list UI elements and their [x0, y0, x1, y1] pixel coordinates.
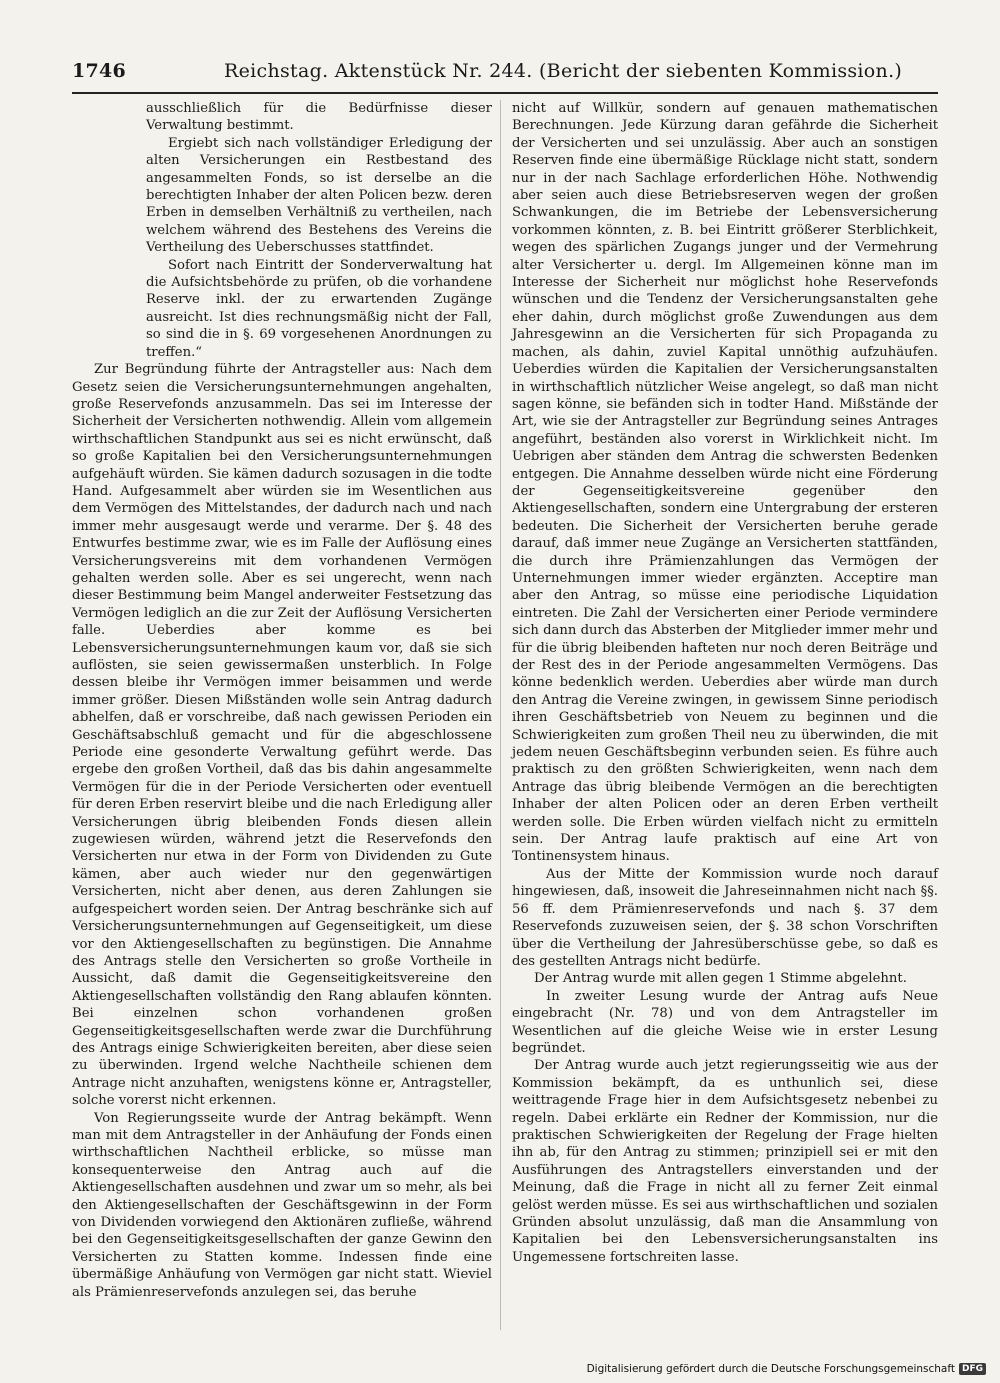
left-column — [72, 100, 492, 1301]
paragraph: Zur Begründung führte der Antragsteller aus: Nach dem Gesetz seien die Versicherungsunternehmungen angehalten, große Reservefonds anzusammeln. Das sei im Interesse der Sicherheit der Versicherten nothwendig. Allein vom allgemein wirthschaftlichen Standpunkt aus sei es nicht erwünscht, daß so große Kapitalien bei den Versicherungsunternehmungen aufgehäuft würden. Sie kämen dadurch sozusagen in die todte Hand. Aufgesammelt aber würden sie im Wesentlichen aus dem Vermögen des Mittelstandes, der dadurch nach und nach immer mehr ausgesaugt werde und verarme. Der §. 48 des Entwurfes bestimme zwar, wie es im Falle der Auflösung eines Versicherungsvereins mit dem vorhandenen Vermögen gehalten werden solle. Aber es sei ungerecht, wenn nach dieser Bestimmung beim Mangel anderweiter Festsetzung das Vermögen lediglich an die zur Zeit der Auflösung Versicherten falle. Ueberdies aber komme es bei Lebensversicherungsunternehmungen kaum vor, daß sie sich auflösten, sie seien gewissermaßen unsterblich. In Folge dessen bleibe ihr Vermögen immer beisammen und werde immer größer. Diesen Mißständen wolle sein Antrag dadurch abhelfen, daß er vorschreibe, daß nach gewissen Perioden ein Geschäftsabschluß gemacht und für die abgeschlossene Periode eine gesonderte Verwaltung geführt werde. Das ergebe den großen Vortheil, daß das bis dahin angesammelte Vermögen für die in der Periode Versicherten oder eventuell für deren Erben reservirt bleibe und die nach Erledigung aller Versicherungen übrig bleibenden Fonds diesen allein zugewiesen würden, während jetzt die Reservefonds den Versicherten nur etwa in der Form von Dividenden zu Gute kämen, aber auch wieder nur den gegenwärtigen Versicherten, nicht aber denen, aus deren Zahlungen sie aufgespeichert worden seien. Der Antrag beschränke sich auf Versicherungsunternehmungen auf Gegenseitigkeit, um diese vor den Aktiengesellschaften zu begünstigen. Die Annahme des Antrags stelle den Versicherten so große Vortheile in Aussicht, daß damit die Gegenseitigkeitsvereine den Aktiengesellschaften vollständig den Rang ablaufen könnten. Bei einzelnen schon vorhandenen großen Gegenseitigkeitsgesellschaften werde zwar die Durchführung des Antrags einige Schwierigkeiten bereiten, aber diese seien zu überwinden. Irgend welche Nachtheile schienen dem Antrage nicht anzuhaften, wenigstens könne er, Antragsteller, solche vorerst nicht erkennen. — [72, 362, 492, 1109]
page-header — [72, 58, 938, 88]
credit-text: Digitalisierung gefördert durch die Deutsche Forschungsgemeinschaft — [586, 1363, 955, 1375]
paragraph: Aus der Mitte der Kommission wurde noch darauf hingewiesen, daß, insoweit die Jahreseinnahmen nicht nach §§. 56 ff. dem Prämienreservefonds und nach §. 37 dem Reservefonds zuzuweisen seien, der §. 38 schon Vorschriften über die Vertheilung der Jahresüberschüsse gebe, so daß es des gestellten Antrags nicht bedürfe. — [512, 866, 938, 969]
page-number: 1746 — [72, 60, 127, 82]
right-column — [512, 100, 938, 1266]
digitization-credit — [587, 1363, 986, 1375]
paragraph: Der Antrag wurde auch jetzt regierungsseitig wie aus der Kommission bekämpft, da es unthunlich sei, diese weittragende Frage hier in dem Aufsichtsgesetz nebenbei zu regeln. Dabei erklärte ein Redner der Kommission, nur die praktischen Schwierigkeiten der Regelung der Frage hielten ihn ab, für den Antrag zu stimmen; prinzipiell sei er mit den Ausführungen des Antragstellers einverstanden und der Meinung, daß die Frage in nicht all zu ferner Zeit einmal gelöst werden müsse. Es sei aus wirthschaftlichen und sozialen Gründen absolut unzulässig, daß man die Ansammlung von Kapitalien bei den Lebensversicherungsanstalten ins Ungemessene fortschreiten lasse. — [512, 1058, 938, 1265]
paragraph: Der Antrag wurde mit allen gegen 1 Stimme abgelehnt. — [534, 971, 907, 987]
header-rule — [72, 92, 938, 94]
running-title: Reichstag. Aktenstück Nr. 244. (Bericht der siebenten Kommission.) — [224, 60, 903, 82]
paragraph: ausschließlich für die Bedürfnisse dieser Verwaltung bestimmt. — [146, 101, 492, 134]
paragraph: Sofort nach Eintritt der Sonderverwaltung hat die Aufsichtsbehörde zu prüfen, ob die vorhandene Reserve inkl. der zu erwartenden Zugänge ausreicht. Ist dies rechnungsmäßig nicht der Fall, so sind die in §. 69 vorgesehenen Anordnungen zu treffen.“ — [146, 257, 492, 360]
paragraph: Ergiebt sich nach vollständiger Erledigung der alten Versicherungen ein Restbestand des angesammelten Fonds, so ist derselbe an die berechtigten Inhaber der alten Policen bezw. deren Erben in demselben Verhältniß zu vertheilen, nach welchem während des Bestehens des Vereins die Vertheilung des Ueberschusses stattfindet. — [146, 135, 492, 256]
paragraph: nicht auf Willkür, sondern auf genauen mathematischen Berechnungen. Jede Kürzung daran gefährde die Sicherheit der Versicherten und sei unzulässig. Aber auch an sonstigen Reserven finde eine übermäßige Rücklage nicht statt, sondern nur in der nach Sachlage erforderlichen Höhe. Nothwendig aber seien auch diese Betriebsreserven wegen der großen Schwankungen, die im Betriebe der Lebensversicherung vorkommen könnten, z. B. bei Eintritt größerer Sterblichkeit, wegen des spärlichen Zugangs junger und der Vermehrung alter Versicherter u. dergl. Im Allgemeinen könne man im Interesse der Sicherheit nur möglichst hohe Reservefonds wünschen und die Tendenz der Versicherungsanstalten gehe eher dahin, durch möglichst große Zuwendungen aus dem Jahresgewinn an die Versicherten für sich Propaganda zu machen, als dahin, zuviel Kapital unnöthig aufzuhäufen. Ueberdies würden die Kapitalien der Versicherungsanstalten in wirthschaftlich nützlicher Weise angelegt, so daß man nicht sagen könne, sie befänden sich in todter Hand. Mißstände der Art, wie sie der Antragsteller zur Begründung seines Antrages angeführt, beständen also vorerst in Wirklichkeit nicht. Im Uebrigen aber ständen dem Antrag die schwersten Bedenken entgegen. Die Annahme desselben würde nicht eine Förderung der Gegenseitigkeitsvereine gegenüber den Aktiengesellschaften, sondern eine Untergrabung der ersteren bedeuten. Die Sicherheit der Versicherten beruhe gerade darauf, daß immer neue Zugänge an Versicherten stattfänden, die durch ihre Prämienzahlungen das Vermögen der Unternehmungen immer wieder ergänzten. Acceptire man aber den Antrag, so müsse eine periodische Liquidation eintreten. Die Zahl der Versicherten einer Periode vermindere sich dann durch das Absterben der Mitglieder immer mehr und für die übrig bleibenden hafteten nur noch deren Beiträge und der Rest des in der Periode angesammelten Vermögens. Das könne bedenklich werden. Ueberdies aber würde man durch den Antrag die Vereine zwingen, in gewissem Sinne periodisch ihren Geschäftsbetrieb von Neuem zu beginnen und die Schwierigkeiten zum großen Theil neu zu überwinden, die mit jedem neuen Geschäftsbeginn verbunden seien. Es führe auch praktisch zu den größten Schwierigkeiten, wenn nach dem Antrage das übrig bleibende Vermögen an die berechtigten Inhaber der alten Policen oder an deren Erben vertheilt werden solle. Die Erben würden vielfach nicht zu ermitteln sein. Der Antrag laufe praktisch auf eine Art von Tontinensystem hinaus. — [512, 101, 938, 865]
paragraph: In zweiter Lesung wurde der Antrag aufs Neue eingebracht (Nr. 78) und von dem Antragsteller im Wesentlichen auf die gleiche Weise wie in erster Lesung begründet. — [512, 988, 938, 1056]
paragraph: Von Regierungsseite wurde der Antrag bekämpft. Wenn man mit dem Antragsteller in der Anhäufung der Fonds einen wirthschaftlichen Nachtheil erblicke, so müsse man konsequenterweise den Antrag auch auf die Aktiengesellschaften ausdehnen und zwar um so mehr, als bei den Aktiengesellschaften der Geschäftsgewinn in der Form von Dividenden vorwiegend den Aktionären zufließe, während bei den Gegenseitigkeitsgesellschaften der ganze Gewinn den Versicherten zu Statten komme. Indessen finde eine übermäßige Anhäufung von Vermögen gar nicht statt. Wieviel als Prämienreservefonds anzulegen sei, das beruhe — [72, 1110, 492, 1300]
dfg-logo-icon: DFG — [959, 1363, 986, 1375]
column-divider — [500, 100, 501, 1330]
